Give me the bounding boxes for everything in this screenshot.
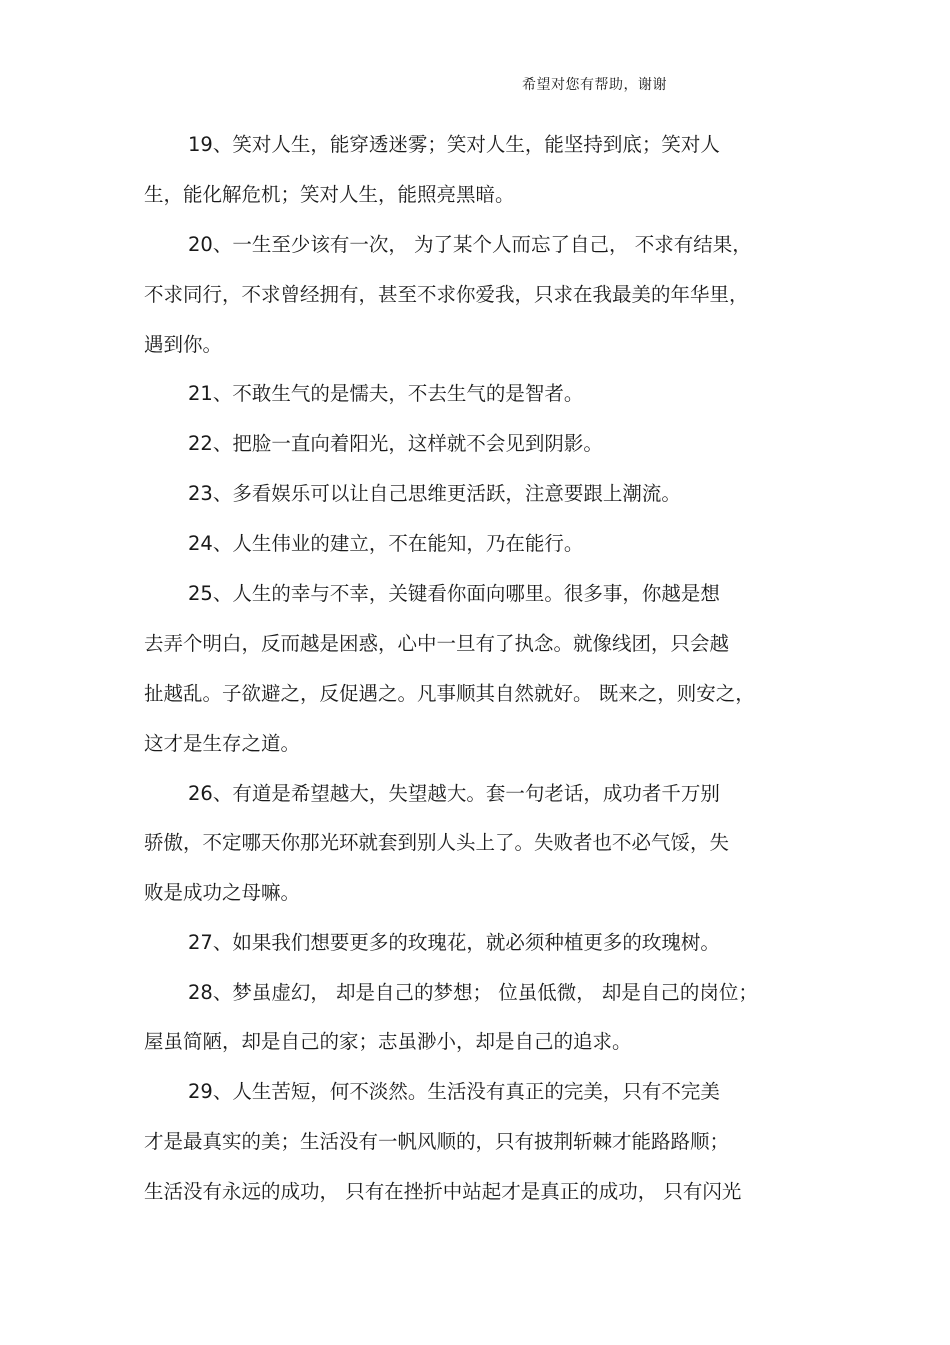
text-line: 生，能化解危机；笑对人生，能照亮黑暗。 <box>144 183 515 206</box>
text-line: 生活没有永远的成功， 只有在挫折中站起才是真正的成功， 只有闪光 <box>144 1180 742 1203</box>
text-line: 28、梦虽虚幻， 却是自己的梦想； 位虽低微， 却是自己的岗位； <box>188 981 758 1004</box>
text-line: 25、人生的幸与不幸，关键看你面向哪里。很多事，你越是想 <box>188 582 720 605</box>
text-line: 21、不敢生气的是懦夫，不去生气的是智者。 <box>188 382 584 405</box>
text-line: 扯越乱。子欲避之，反促遇之。凡事顺其自然就好。 既来之，则安之， <box>144 682 755 705</box>
text-line: 这才是生存之道。 <box>144 732 301 755</box>
text-line: 29、人生苦短，何不淡然。生活没有真正的完美，只有不完美 <box>188 1080 720 1103</box>
page-header-note: 希望对您有帮助，谢谢 <box>522 77 667 93</box>
text-line: 27、如果我们想要更多的玫瑰花，就必须种植更多的玫瑰树。 <box>188 931 720 954</box>
text-line: 23、多看娱乐可以让自己思维更活跃，注意要跟上潮流。 <box>188 482 681 505</box>
text-line: 24、人生伟业的建立，不在能知，乃在能行。 <box>188 532 584 555</box>
text-line: 去弄个明白，反而越是困惑，心中一旦有了执念。就像线团，只会越 <box>144 632 730 655</box>
text-line: 19、笑对人生，能穿透迷雾；笑对人生，能坚持到底；笑对人 <box>188 133 720 156</box>
text-line: 22、把脸一直向着阳光，这样就不会见到阴影。 <box>188 432 603 455</box>
text-line: 败是成功之母嘛。 <box>144 881 301 904</box>
text-line: 20、一生至少该有一次， 为了某个人而忘了自己， 不求有结果， <box>188 233 752 256</box>
text-line: 26、有道是希望越大，失望越大。套一句老话，成功者千万别 <box>188 782 720 805</box>
text-line: 不求同行，不求曾经拥有，甚至不求你爱我，只求在我最美的年华里， <box>144 283 749 306</box>
text-line: 才是最真实的美；生活没有一帆风顺的，只有披荆斩棘才能路路顺； <box>144 1130 730 1153</box>
text-line: 遇到你。 <box>144 333 223 356</box>
text-line: 屋虽简陋，却是自己的家；志虽渺小，却是自己的追求。 <box>144 1030 632 1053</box>
text-line: 骄傲，不定哪天你那光环就套到别人头上了。失败者也不必气馁，失 <box>144 831 730 854</box>
